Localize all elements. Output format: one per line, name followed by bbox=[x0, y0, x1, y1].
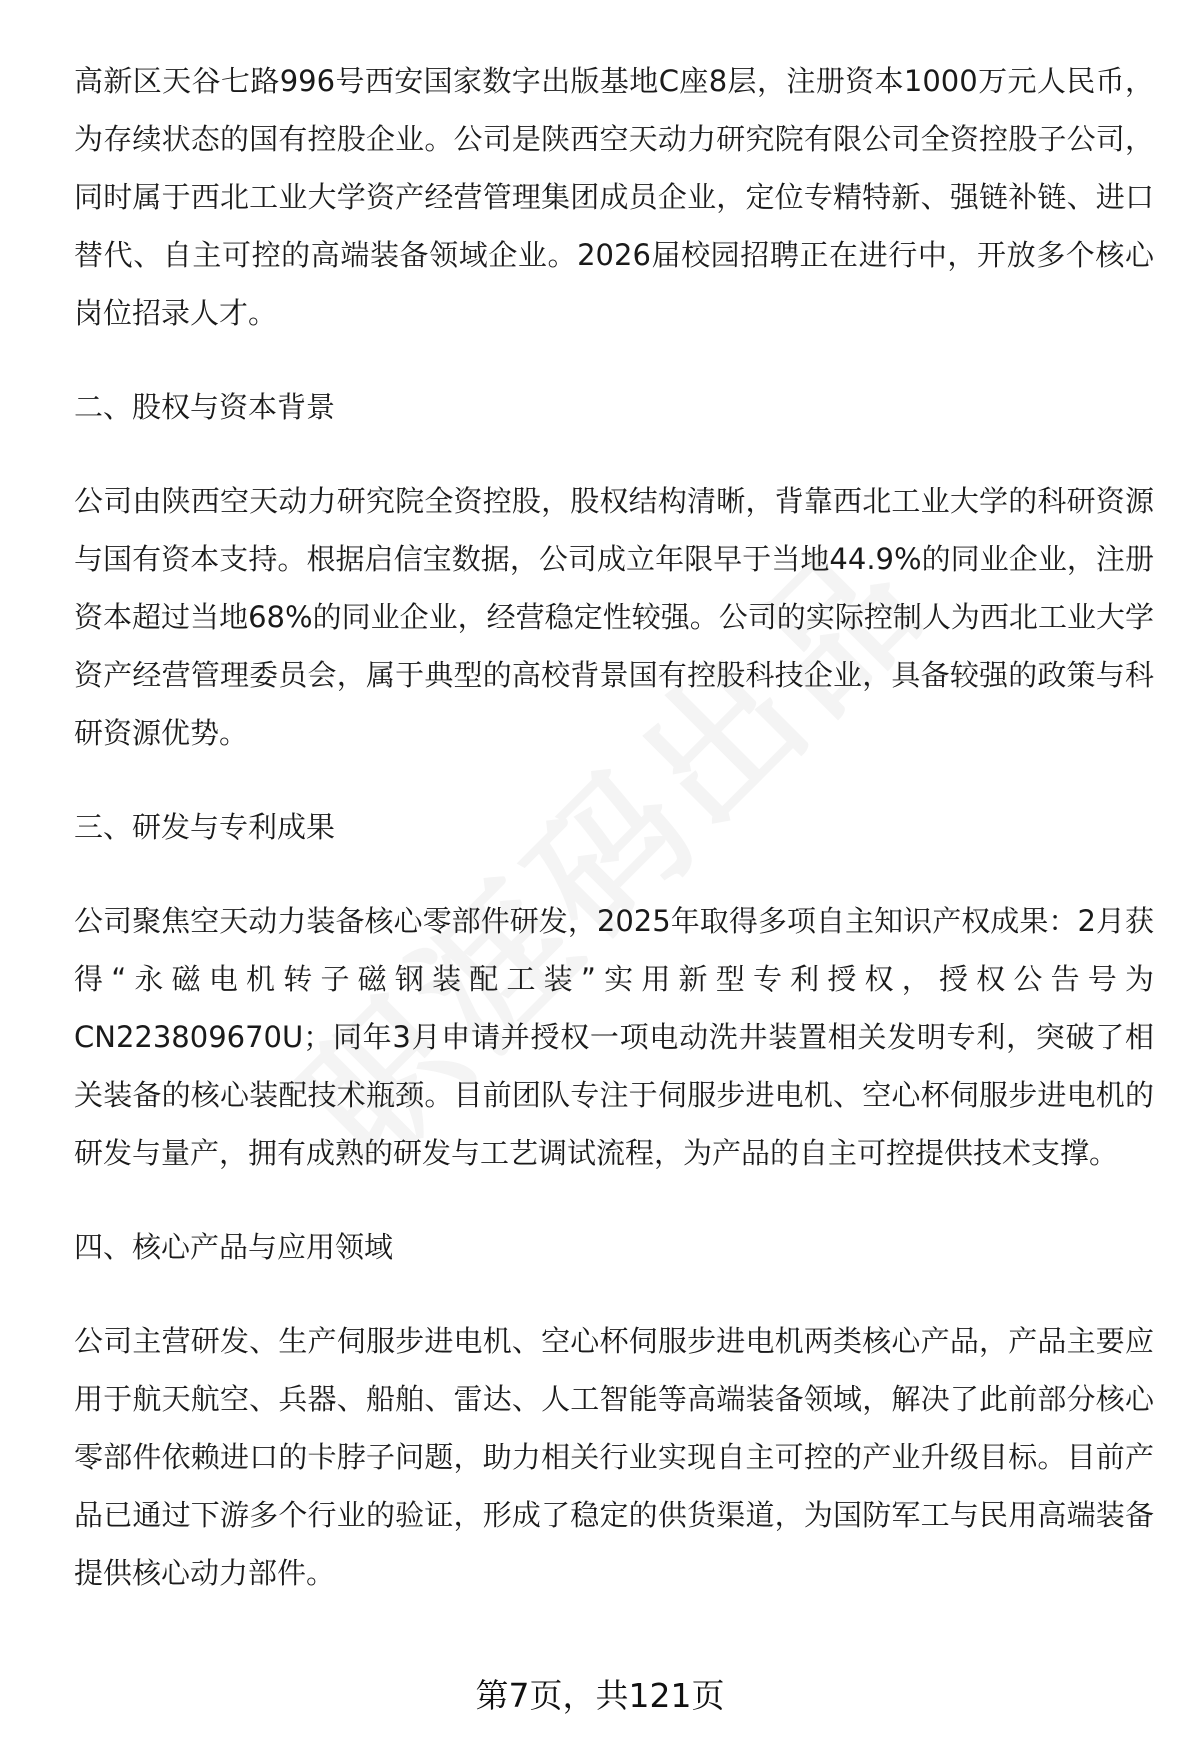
rd-paragraph: 公司聚焦空天动力装备核心零部件研发，2025年取得多项自主知识产权成果：2月获得“永磁电机转子磁钢装配工装”实用新型专利授权，授权公告号为CN223809670U；同年3月申请并授权一项电动洗井装置相关发明专利，突破了相关装备的核心装配技术瓶颈。目前团队专注于伺服步进电机、空心杯伺服步进电机的研发与量产，拥有成熟的研发与工艺调试流程，为产品的自主可控提供技术支撑。 bbox=[74, 904, 1154, 1170]
intro-paragraph: 高新区天谷七路996号西安国家数字出版基地C座8层，注册资本1000万元人民币，为存续状态的国有控股企业。公司是陕西空天动力研究院有限公司全资控股子公司，同时属于西北工业大学资产经营管理集团成员企业，定位专精特新、强链补链、进口替代、自主可控的高端装备领域企业。2026届校园招聘正在进行中，开放多个核心岗位招录人才。 bbox=[74, 64, 1154, 330]
page-number: 第7页，共121页 bbox=[475, 1676, 725, 1715]
rd-heading: 三、研发与专利成果 bbox=[74, 810, 336, 844]
equity-paragraph: 公司由陕西空天动力研究院全资控股，股权结构清晰，背靠西北工业大学的科研资源与国有资本支持。根据启信宝数据，公司成立年限早于当地44.9%的同业企业，注册资本超过当地68%的同业企业，经营稳定性较强。公司的实际控制人为西北工业大学资产经营管理委员会，属于典型的高校背景国有控股科技企业，具备较强的政策与科研资源优势。 bbox=[74, 484, 1154, 750]
product-paragraph: 公司主营研发、生产伺服步进电机、空心杯伺服步进电机两类核心产品，产品主要应用于航天航空、兵器、船舶、雷达、人工智能等高端装备领域，解决了此前部分核心零部件依赖进口的卡脖子问题，助力相关行业实现自主可控的产业升级目标。目前产品已通过下游多个行业的验证，形成了稳定的供货渠道，为国防军工与民用高端装备提供核心动力部件。 bbox=[74, 1324, 1154, 1590]
equity-heading: 二、股权与资本背景 bbox=[74, 390, 336, 424]
product-heading: 四、核心产品与应用领域 bbox=[74, 1230, 394, 1264]
document-body bbox=[74, 52, 1154, 1602]
